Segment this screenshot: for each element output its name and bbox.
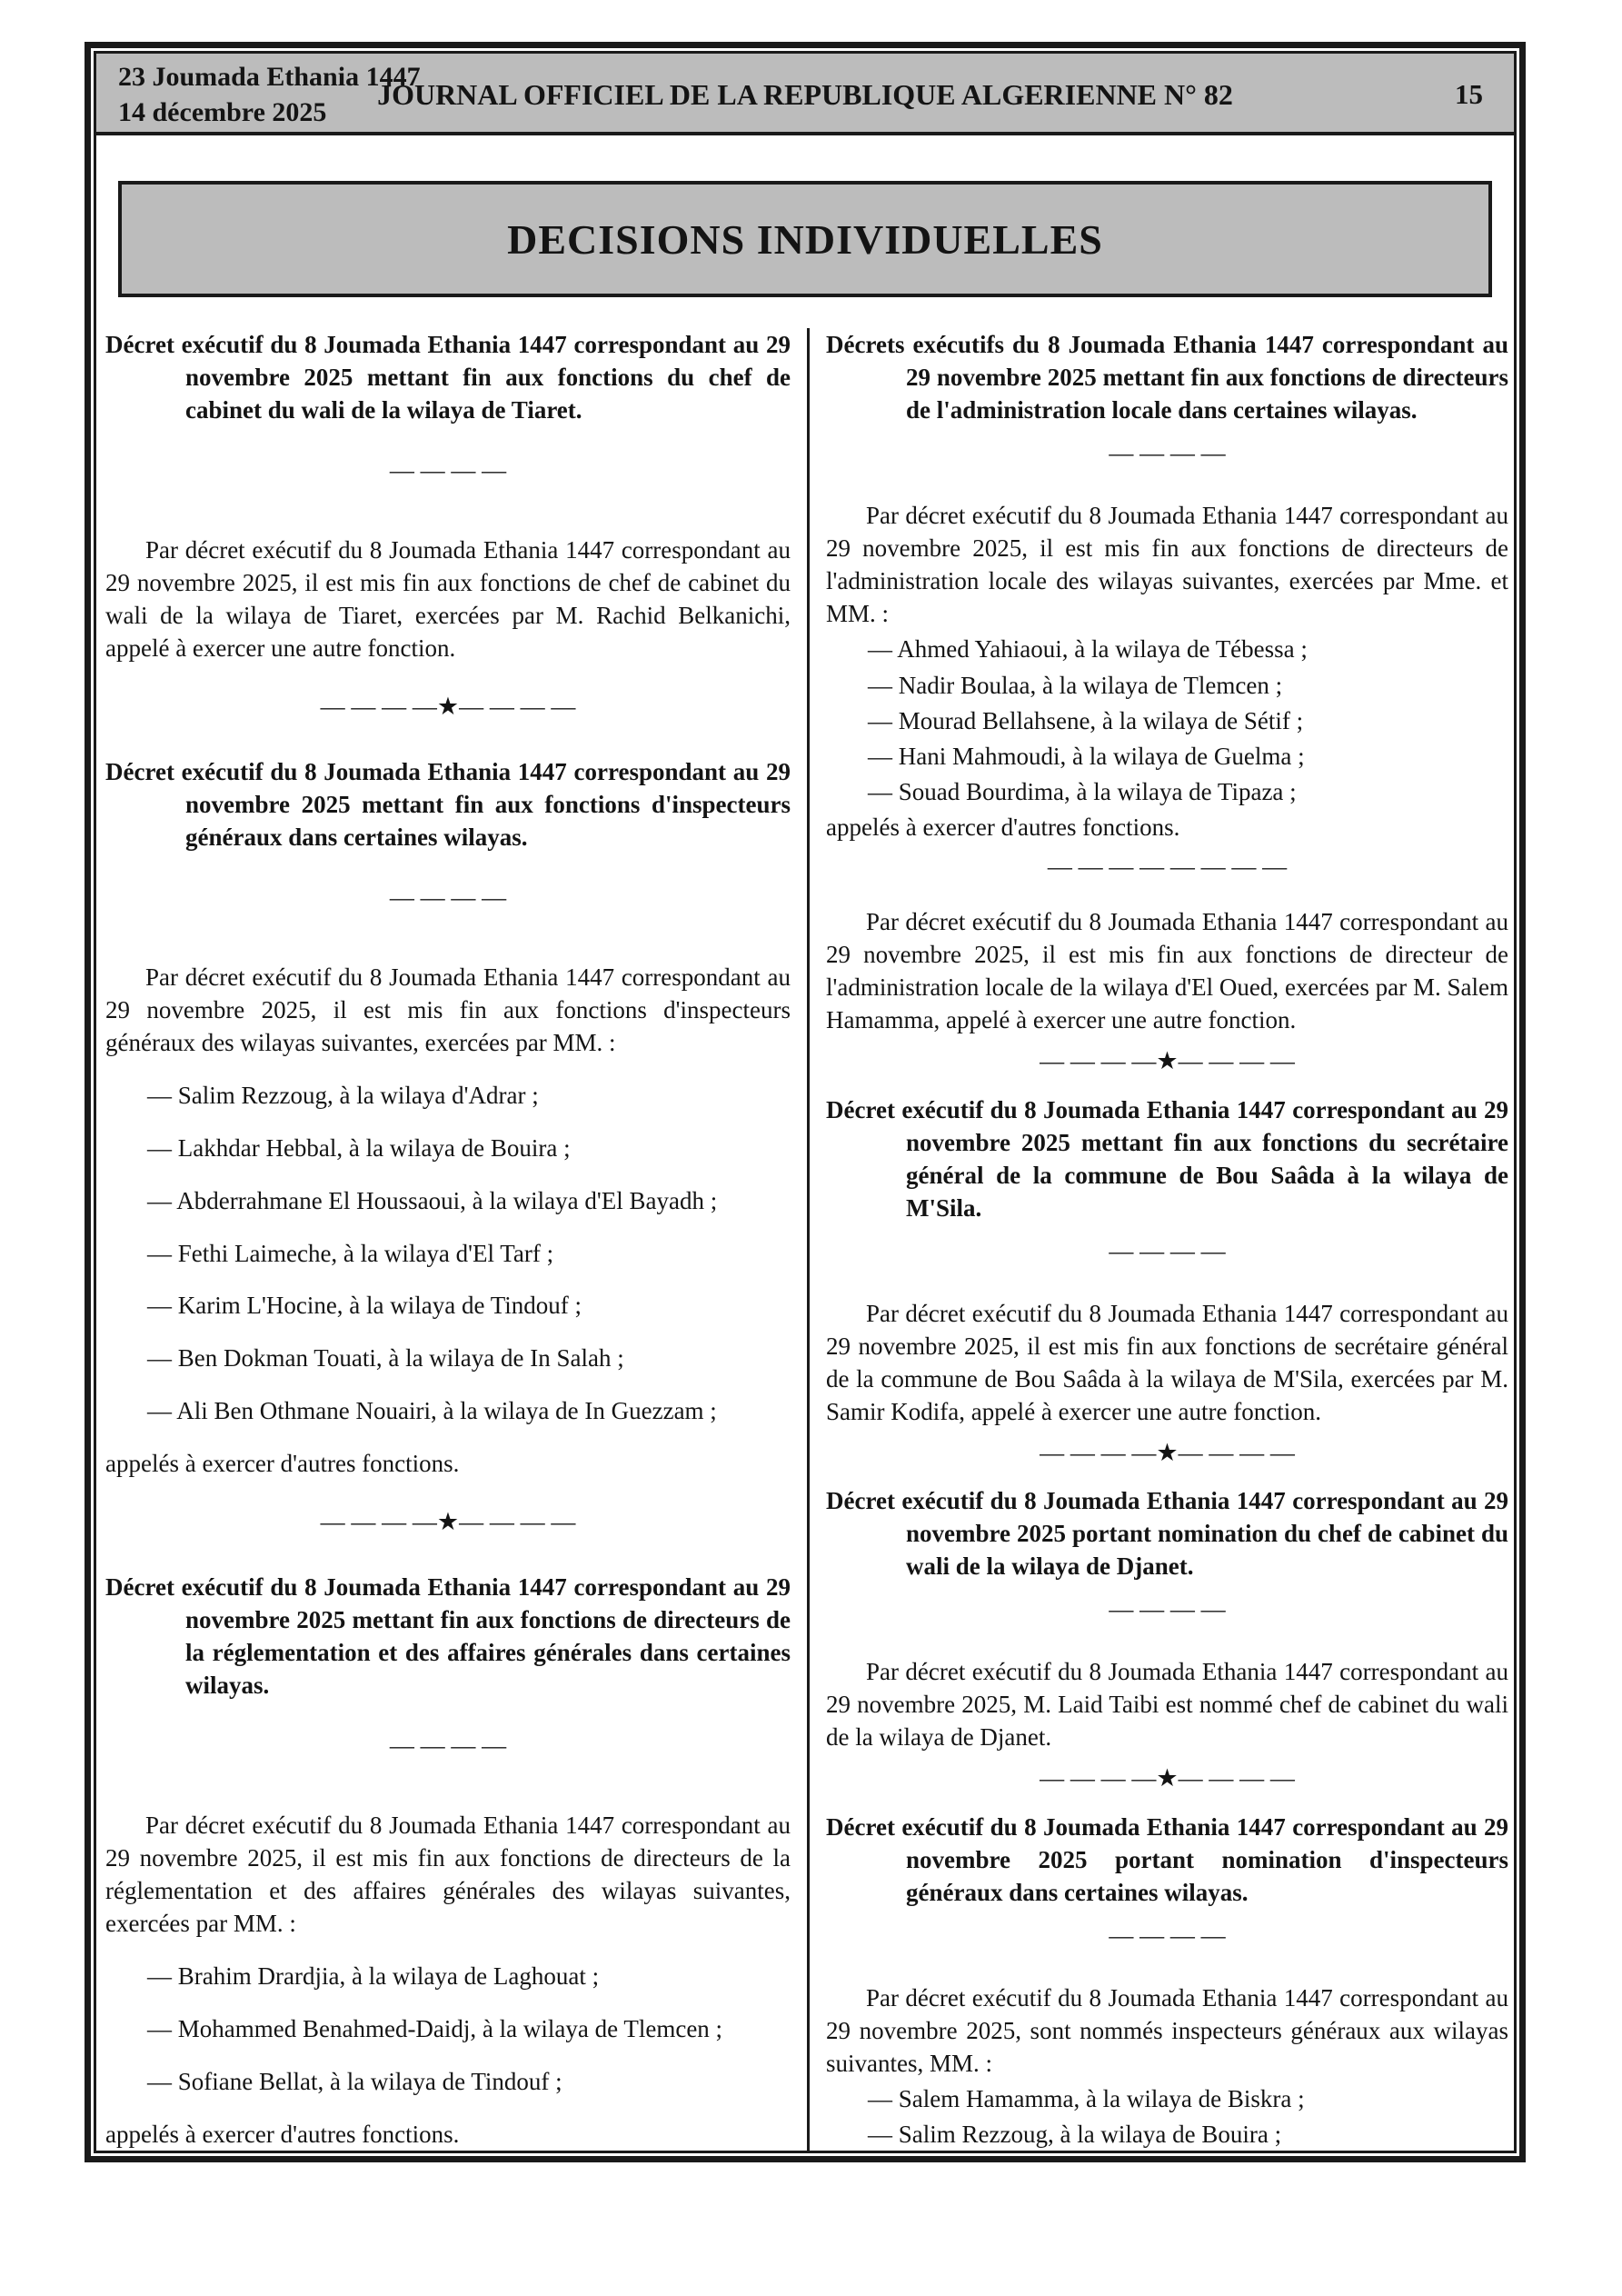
list-item: — Souad Bourdima, à la wilaya de Tipaza ; xyxy=(868,777,1297,805)
list-item: — Ali Ben Othmane Nouairi, à la wilaya de In Guezzam ; xyxy=(147,1397,717,1425)
decree-title: Décret exécutif du 8 Joumada Ethania 1447 correspondant au 29 novembre 2025 portant nomination du chef de cabinet du wali de la wilaya de Djanet. xyxy=(826,1487,1508,1580)
decree-title: Décret exécutif du 8 Joumada Ethania 1447 correspondant au 29 novembre 2025 mettant fin aux fonctions du chef de cabinet du wali de la wilaya de Tiaret. xyxy=(105,331,791,424)
dash-separator: — — — — xyxy=(389,455,507,484)
list-item: — Mohammed Benahmed-Daidj, à la wilaya de Tlemcen ; xyxy=(147,2015,723,2043)
section-title: DECISIONS INDIVIDUELLES xyxy=(507,215,1103,263)
right-column xyxy=(807,328,1508,2151)
star-separator: — — — —★— — — — xyxy=(1040,1047,1295,1075)
list-item: — Lakhdar Hebbal, à la wilaya de Bouira ; xyxy=(147,1133,571,1162)
list-item: — Ben Dokman Touati, à la wilaya de In Salah ; xyxy=(147,1344,624,1373)
list-item: — Karim L'Hocine, à la wilaya de Tindouf ; xyxy=(147,1292,582,1320)
closing-line: appelés à exercer d'autres fonctions. xyxy=(105,1450,460,1478)
decree-paragraph: Par décret exécutif du 8 Joumada Ethania 1447 correspondant au 29 novembre 2025, il est mis fin aux fonctions de chef de cabinet du wali de la wilaya de Tiaret, exercées par M. Rachid Belkanichi, appelé à exercer une autre fonction. xyxy=(105,535,791,662)
list-item: — Hani Mahmoudi, à la wilaya de Guelma ; xyxy=(868,742,1305,770)
list-item: — Brahim Drardjia, à la wilaya de Laghouat ; xyxy=(147,1962,600,1991)
list-item: — Fethi Laimeche, à la wilaya d'El Tarf ; xyxy=(147,1239,554,1267)
decree-title: Décret exécutif du 8 Joumada Ethania 1447 correspondant au 29 novembre 2025 mettant fin aux fonctions d'inspecteurs généraux dans certaines wilayas. xyxy=(105,757,791,851)
journal-title: JOURNAL OFFICIEL DE LA REPUBLIQUE ALGERIENNE N° 82 xyxy=(377,78,1233,111)
long-dash-separator: — — — — — — — — xyxy=(1047,853,1288,881)
list-item: — Ahmed Yahiaoui, à la wilaya de Tébessa ; xyxy=(868,635,1308,664)
page-number: 15 xyxy=(1455,78,1483,110)
left-column xyxy=(105,328,807,2151)
content-columns xyxy=(96,328,1514,2151)
star-separator: — — — —★— — — — xyxy=(1040,1764,1295,1792)
section-banner xyxy=(118,181,1492,297)
page-header xyxy=(96,54,1514,135)
gregorian-date: 14 décembre 2025 xyxy=(118,97,327,127)
dash-separator: — — — — xyxy=(1109,1595,1226,1623)
list-item: — Abderrahmane El Houssaoui, à la wilaya d'El Bayadh ; xyxy=(147,1186,718,1214)
star-separator: — — — —★— — — — xyxy=(320,692,576,720)
page-frame xyxy=(85,42,1526,2162)
list-item: — Salim Rezzoug, à la wilaya d'Adrar ; xyxy=(147,1081,539,1109)
star-separator: — — — —★— — — — xyxy=(1040,1438,1295,1466)
decree-title: Décrets exécutifs du 8 Joumada Ethania 1447 correspondant au 29 novembre 2025 mettant fin aux fonctions de directeurs de l'administration locale dans certaines wilayas. xyxy=(826,331,1508,424)
dash-separator: — — — — xyxy=(389,883,507,911)
dash-separator: — — — — xyxy=(1109,1236,1226,1264)
closing-line: appelés à exercer d'autres fonctions. xyxy=(105,2120,460,2148)
dash-separator: — — — — xyxy=(389,1732,507,1760)
dash-separator: — — — — xyxy=(1109,439,1226,467)
decree-paragraph: Par décret exécutif du 8 Joumada Ethania 1447 correspondant au 29 novembre 2025, il est mis fin aux fonctions d'inspecteurs généraux des wilayas suivantes, exercées par MM. : xyxy=(105,963,791,1056)
list-item: — Sofiane Bellat, à la wilaya de Tindouf ; xyxy=(147,2068,562,2096)
list-item: — Mourad Bellahsene, à la wilaya de Sétif ; xyxy=(868,706,1304,734)
decree-title: Décret exécutif du 8 Joumada Ethania 1447 correspondant au 29 novembre 2025 mettant fin aux fonctions de directeurs de la réglementation et des affaires générales dans certaines wilayas. xyxy=(105,1573,791,1700)
hijri-date: 23 Joumada Ethania 1447 xyxy=(118,62,421,92)
closing-line: appelés à exercer d'autres fonctions. xyxy=(826,814,1180,841)
list-item: — Nadir Boulaa, à la wilaya de Tlemcen ; xyxy=(868,671,1283,699)
dash-separator: — — — — xyxy=(1109,1921,1226,1949)
star-separator: — — — —★— — — — xyxy=(320,1508,576,1536)
decree-paragraph: Par décret exécutif du 8 Joumada Ethania 1447 correspondant au 29 novembre 2025, sont nommés inspecteurs généraux aux wilayas suivantes, MM. : xyxy=(826,1983,1508,2077)
decree-title: Décret exécutif du 8 Joumada Ethania 1447 correspondant au 29 novembre 2025 mettant fin aux fonctions du secrétaire général de la commune de Bou Saâda à la wilaya de M'Sila. xyxy=(826,1095,1508,1222)
decree-paragraph: Par décret exécutif du 8 Joumada Ethania 1447 correspondant au 29 novembre 2025, il est mis fin aux fonctions de directeurs de l'administration locale des wilayas suivantes, exercées par Mme. et MM. : xyxy=(826,502,1508,628)
decree-title: Décret exécutif du 8 Joumada Ethania 1447 correspondant au 29 novembre 2025 portant nomination d'inspecteurs généraux dans certaines wilayas. xyxy=(826,1812,1508,1906)
decree-paragraph: Par décret exécutif du 8 Joumada Ethania 1447 correspondant au 29 novembre 2025, il est mis fin aux fonctions de directeurs de la réglementation et des affaires générales des wilayas suivantes, exercées par MM. : xyxy=(105,1812,791,1938)
list-item: — Salem Hamamma, à la wilaya de Biskra ; xyxy=(868,2084,1305,2112)
decree-paragraph: Par décret exécutif du 8 Joumada Ethania 1447 correspondant au 29 novembre 2025, M. Laid Taibi est nommé chef de cabinet du wali de la wilaya de Djanet. xyxy=(826,1658,1508,1752)
decree-paragraph: Par décret exécutif du 8 Joumada Ethania 1447 correspondant au 29 novembre 2025, il est mis fin aux fonctions de secrétaire général de la commune de Bou Saâda à la wilaya de M'Sila, exercées par M. Samir Kodifa, appelé à exercer une autre fonction. xyxy=(826,1299,1508,1425)
decree-paragraph: Par décret exécutif du 8 Joumada Ethania 1447 correspondant au 29 novembre 2025, il est mis fin aux fonctions de directeur de l'administration locale de la wilaya d'El Oued, exercées par M. Salem Hamamma, appelé à exercer une autre fonction. xyxy=(826,908,1508,1034)
list-item: — Salim Rezzoug, à la wilaya de Bouira ; xyxy=(868,2121,1282,2148)
page-frame-inner xyxy=(94,51,1517,2153)
